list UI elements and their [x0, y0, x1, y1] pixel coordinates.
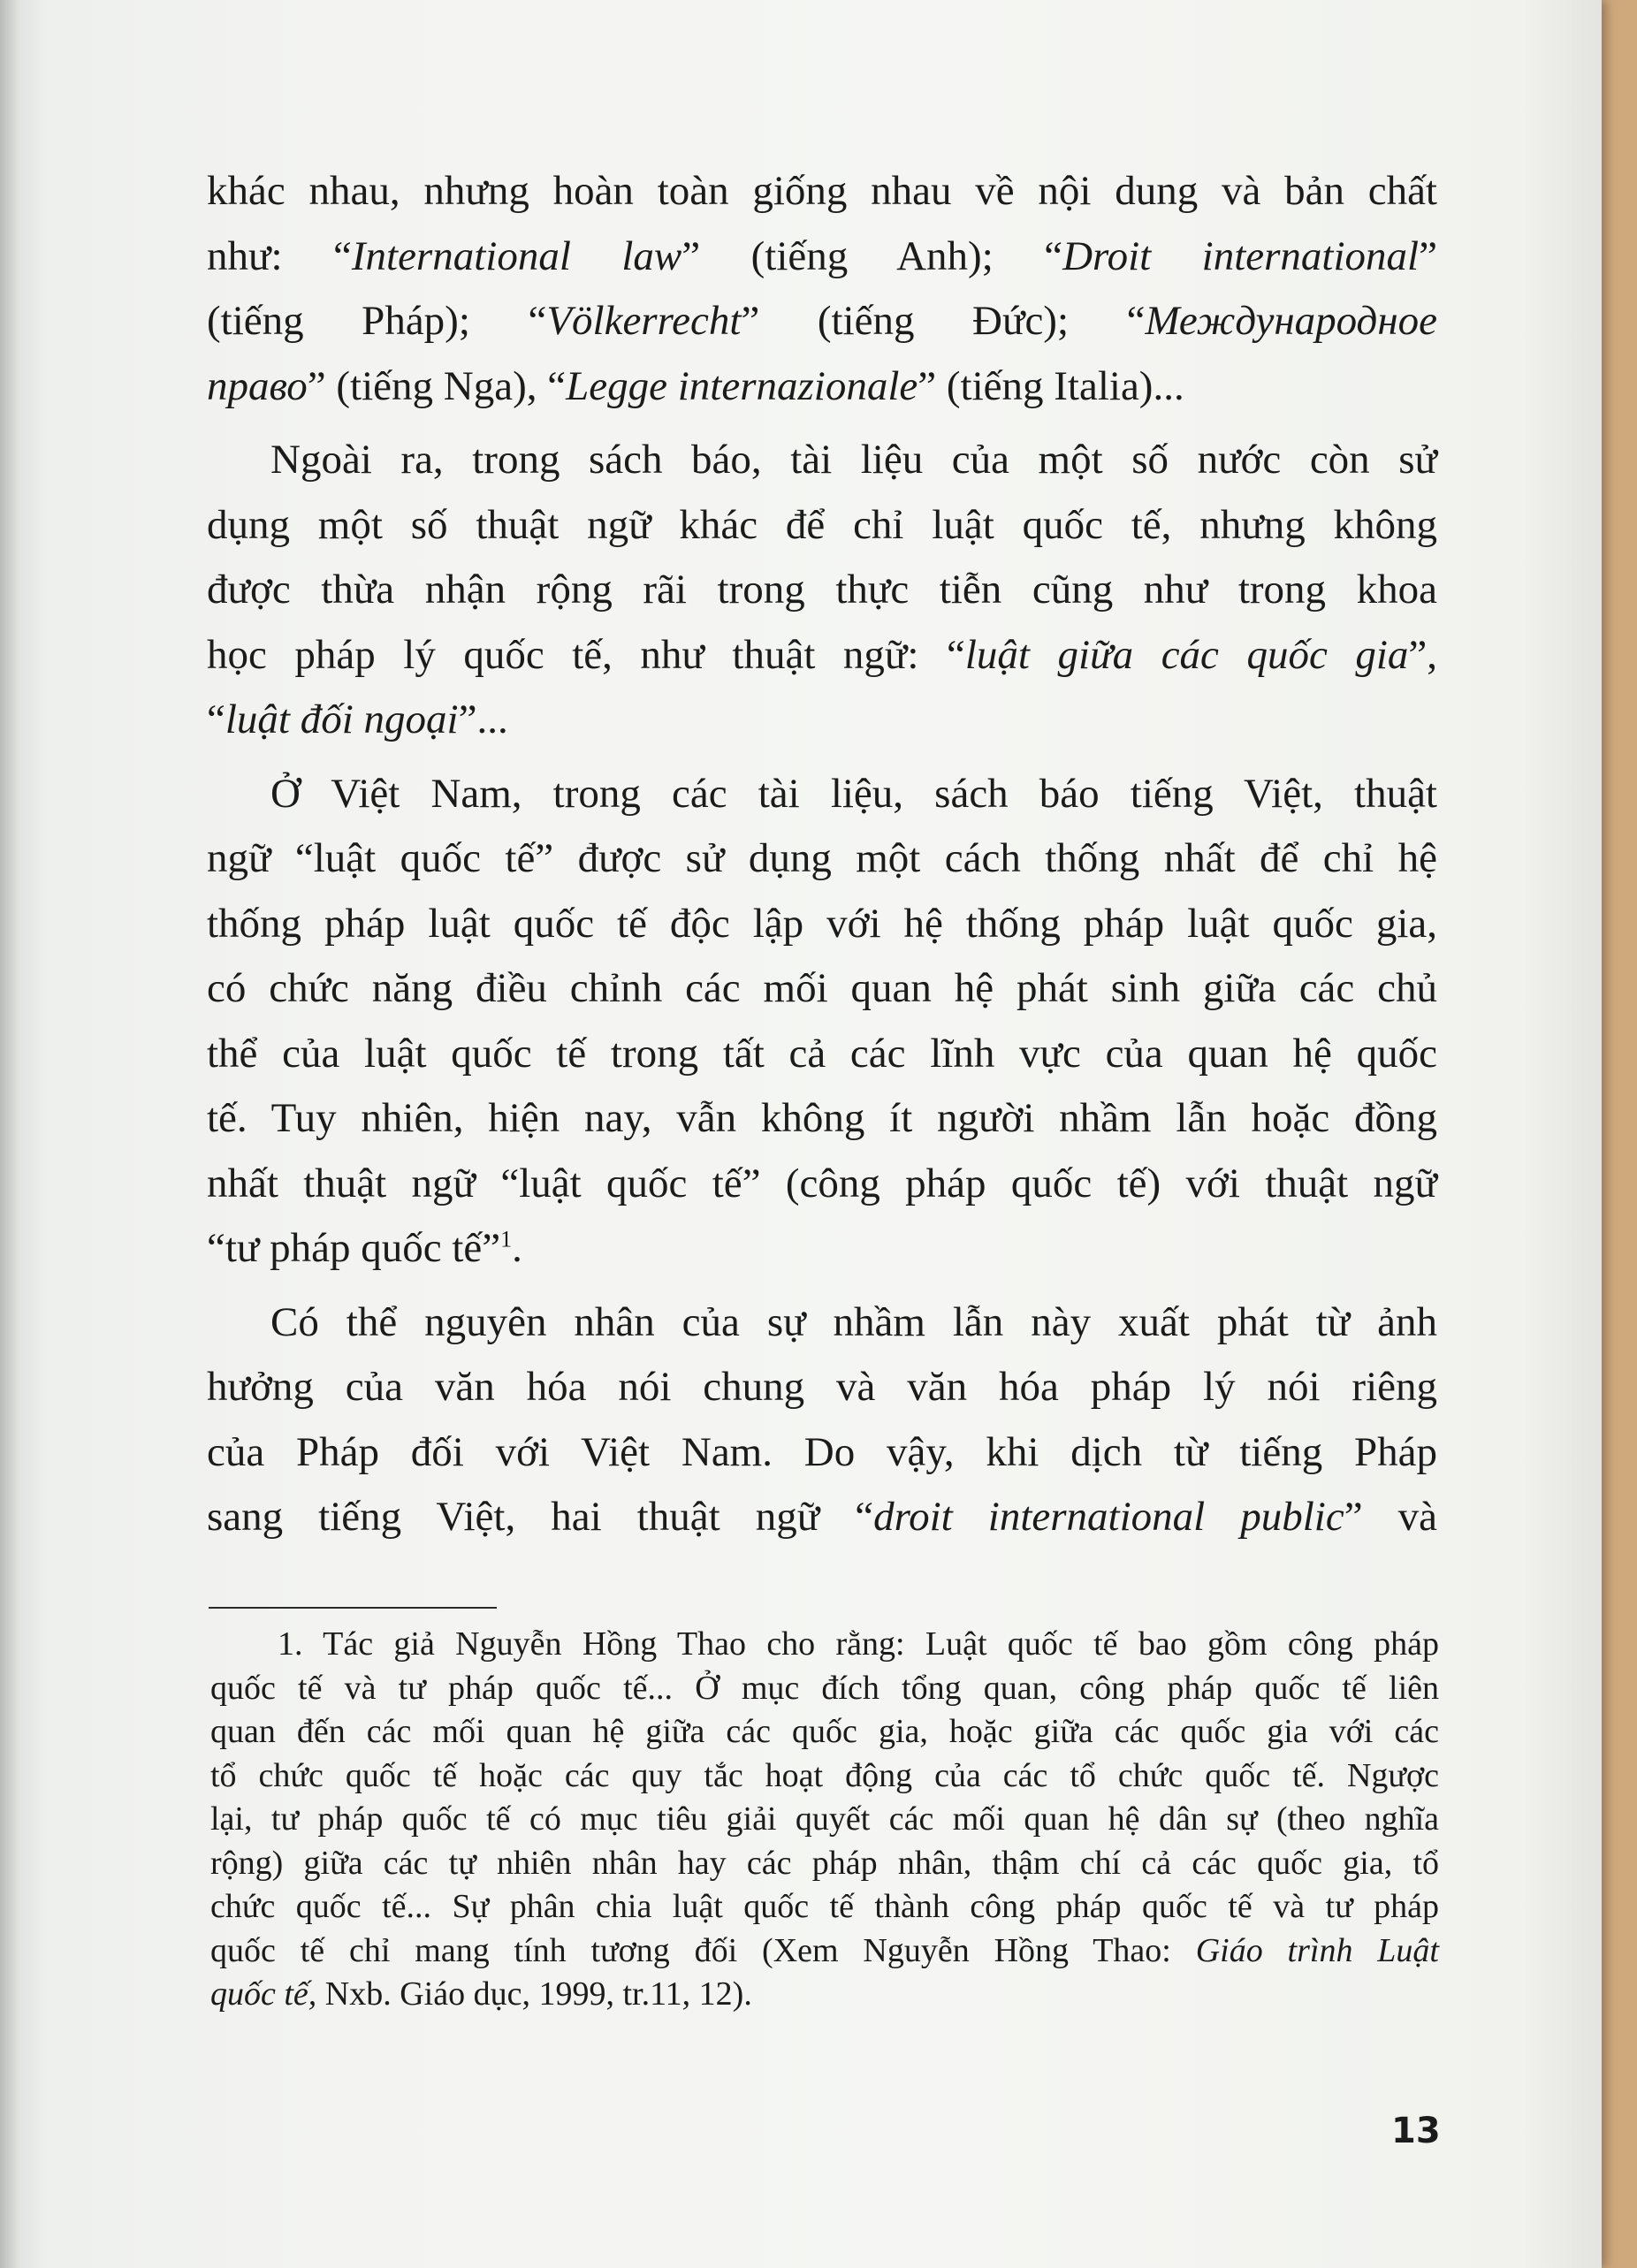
text-line: thống pháp luật quốc tế độc lập với hệ thống pháp luật quốc gia, — [207, 900, 1437, 947]
text-line: hưởng của văn hóa nói chung và văn hóa pháp lý nói riêng — [207, 1364, 1437, 1410]
paragraph — [207, 762, 1437, 1282]
text-line: tế. Tuy nhiên, hiện nay, vẫn không ít người nhầm lẫn hoặc đồng — [207, 1095, 1437, 1141]
footnote-separator — [209, 1607, 497, 1609]
text-line: học pháp lý quốc tế, như thuật ngữ: “luật giữa các quốc gia”, — [207, 631, 1438, 678]
footnote-line: quốc tế chỉ mang tính tương đối (Xem Nguyễn Hồng Thao: Giáo trình Luật — [210, 1931, 1439, 1969]
footnote — [210, 1623, 1439, 2017]
footnote-line: quốc tế và tư pháp quốc tế... Ở mục đích tổng quan, công pháp quốc tế liên — [210, 1669, 1439, 1707]
footnote-line: tổ chức quốc tế hoặc các quy tắc hoạt động của các tổ chức quốc tế. Ngược — [210, 1756, 1439, 1794]
text-line: như: “International law” (tiếng Anh); “Droit international” — [207, 232, 1437, 279]
paragraph — [207, 428, 1437, 753]
page-gutter-shadow — [0, 0, 19, 2268]
footnote-line: quốc tế, Nxb. Giáo dục, 1999, tr.11, 12). — [210, 1975, 752, 2013]
text-line: sang tiếng Việt, hai thuật ngữ “droit international public” và — [207, 1494, 1437, 1540]
text-line: (tiếng Pháp); “Völkerrecht” (tiếng Đức); “Международное — [207, 298, 1437, 344]
text-line: Ở Việt Nam, trong các tài liệu, sách báo tiếng Việt, thuật — [270, 770, 1437, 817]
page-number: 13 — [1391, 2111, 1441, 2151]
paragraph — [207, 1290, 1437, 1550]
footnote-line: 1. Tác giả Nguyễn Hồng Thao cho rằng: Luật quốc tế bao gồm công pháp — [278, 1625, 1439, 1663]
text-line: Ngoài ra, trong sách báo, tài liệu của một số nước còn sử — [270, 437, 1437, 483]
text-line: thể của luật quốc tế trong tất cả các lĩnh vực của quan hệ quốc — [207, 1030, 1437, 1077]
footnote-ref: 1 — [500, 1226, 513, 1252]
main-text — [207, 159, 1437, 1550]
footnote-line: rộng) giữa các tự nhiên nhân hay các pháp nhân, thậm chí cả các quốc gia, tổ — [210, 1844, 1439, 1882]
text-line: được thừa nhận rộng rãi trong thực tiễn cũng như trong khoa — [207, 567, 1437, 613]
text-line: khác nhau, nhưng hoàn toàn giống nhau về nội dung và bản chất — [207, 168, 1437, 214]
text-line: ngữ “luật quốc tế” được sử dụng một cách thống nhất để chỉ hệ — [207, 835, 1437, 881]
text-line: Có thể nguyên nhân của sự nhầm lẫn này xuất phát từ ảnh — [270, 1298, 1437, 1345]
text-line: của Pháp đối với Việt Nam. Do vậy, khi dịch từ tiếng Pháp — [207, 1428, 1437, 1475]
text-line: nhất thuật ngữ “luật quốc tế” (công pháp quốc tế) với thuật ngữ — [207, 1160, 1437, 1206]
text-line: “luật đối ngoại”... — [207, 696, 508, 742]
footnote-line: chức quốc tế... Sự phân chia luật quốc tế thành công pháp quốc tế và tư pháp — [210, 1888, 1439, 1925]
text-line: dụng một số thuật ngữ khác để chỉ luật quốc tế, nhưng không — [207, 501, 1437, 548]
footnote-line: lại, tư pháp quốc tế có mục tiêu giải quyết các mối quan hệ dân sự (theo nghĩa — [210, 1800, 1439, 1838]
text-line: có chức năng điều chỉnh các mối quan hệ phát sinh giữa các chủ — [207, 965, 1437, 1011]
text-line: “tư pháp quốc tế”$^1$. — [207, 1225, 522, 1271]
text-line: право” (tiếng Nga), “Legge internazionale” (tiếng Italia)... — [207, 362, 1184, 409]
paragraph — [207, 159, 1437, 419]
footnote-line: quan đến các mối quan hệ giữa các quốc gia, hoặc giữa các quốc gia với các — [210, 1713, 1439, 1750]
